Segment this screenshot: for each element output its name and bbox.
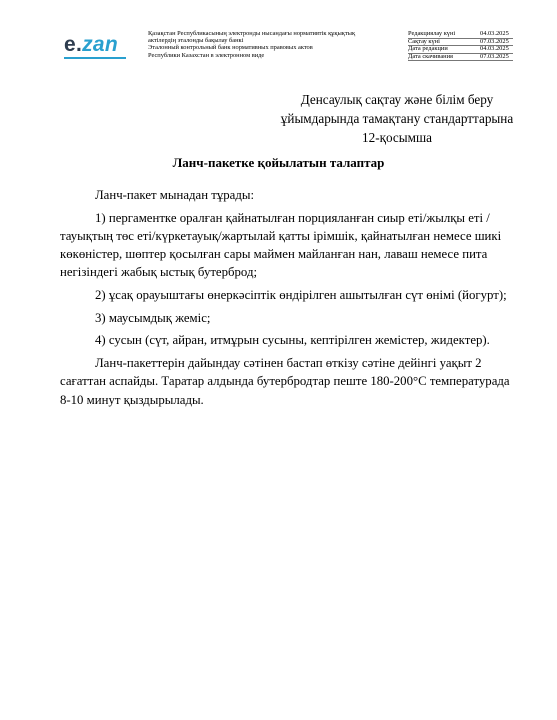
- meta-label: Дата редакции: [408, 45, 448, 53]
- header-description-line: Қазақстан Республикасының электронды нысандағы нормативтік құқықтық: [148, 30, 356, 37]
- meta-value: 04.03.2025: [480, 30, 509, 37]
- document-header: [0, 0, 557, 70]
- logo-letter-e: e: [64, 33, 76, 56]
- header-description-line: Республики Казахстан в электронном виде: [148, 51, 265, 59]
- meta-value: 07.03.2025: [480, 37, 509, 45]
- meta-label: Дата скачивания: [408, 52, 453, 60]
- meta-divider: [408, 45, 513, 46]
- header-description-line: актілердің эталонды бақылау банкі: [148, 37, 244, 45]
- header-description-line: Эталонный контрольный банк нормативных правовых актов: [148, 44, 313, 52]
- logo-underline: [64, 57, 126, 59]
- meta-divider: [408, 53, 513, 54]
- ezan-logo[interactable]: [64, 34, 118, 55]
- meta-divider: [408, 60, 513, 61]
- meta-divider: [408, 38, 513, 39]
- logo-word-zan: zan: [82, 33, 119, 56]
- appendix-line: Денсаулық сақтау және білім беру: [300, 92, 494, 107]
- appendix-line: ұйымдарында тамақтану стандарттарына: [280, 111, 514, 126]
- header-description: [148, 30, 398, 59]
- appendix-number: 12-қосымша: [362, 130, 432, 145]
- meta-row-edit-date-kz: [408, 30, 528, 38]
- meta-label: Сақтау күні: [408, 37, 440, 45]
- logo-dot: .: [75, 33, 83, 56]
- list-item-1: 1) пергаментке оралған қайнатылған порцияланған сиыр еті/жылқы еті /тауықтың төс еті/күркетауық/жартылай қатты ірімшік, қайнатылған немесе шикі көкөністер, шөптер қосылған сары маймен майланған нан, лаваш немесе пита негізіндегі жабық ыстық бутерброд;: [60, 210, 502, 280]
- appendix-reference: [262, 90, 532, 147]
- meta-value: 07.03.2025: [480, 52, 509, 60]
- paragraph-intro: Ланч-пакет мынадан тұрады:: [95, 188, 254, 202]
- list-item-2: 2) ұсақ орауыштағы өнеркәсіптік өндірілген ашытылған сүт өнімі (йогурт);: [95, 288, 507, 303]
- paragraph-conditions: Ланч-пакеттерін дайындау сәтінен бастап өткізу сәтіне дейінгі уақыт 2 сағаттан аспайды. Таратар алдында бутербродтар пеште 180-200°С температурада 8-10 минут қыздырылады.: [60, 356, 510, 407]
- list-item-3: 3) маусымдық жеміс;: [95, 310, 211, 325]
- meta-value: 04.03.2025: [480, 45, 509, 53]
- list-item-4: 4) сусын (сүт, айран, итмұрын сусыны, кептірілген жемістер, жидектер).: [95, 333, 490, 348]
- document-body: [60, 186, 515, 413]
- meta-label: Редакциялау күні: [408, 30, 456, 37]
- document-title: Ланч-пакетке қойылатын талаптар: [172, 155, 385, 170]
